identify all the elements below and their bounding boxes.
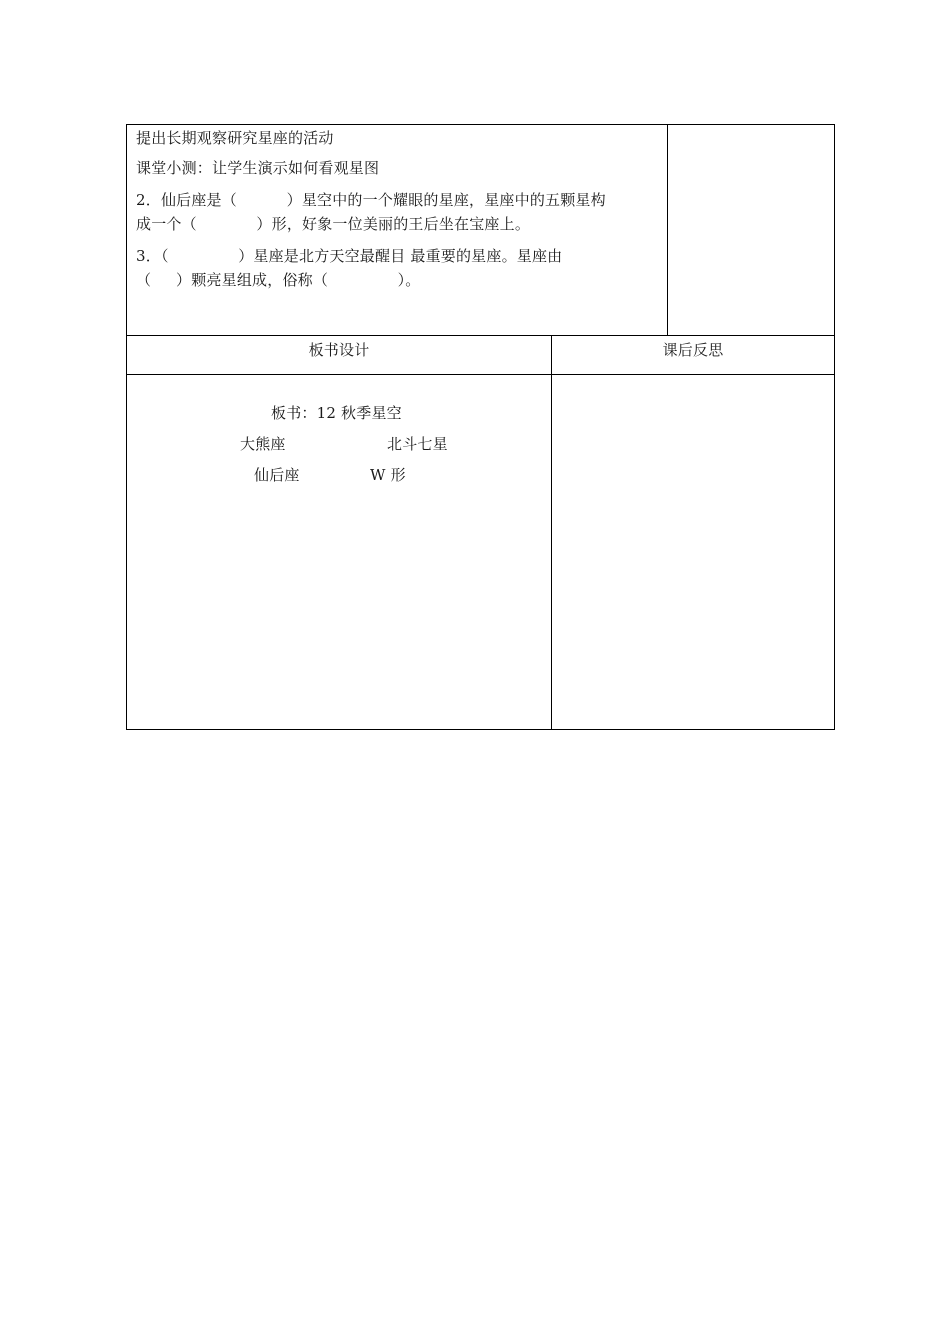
reflection-header: 课后反思: [662, 341, 724, 359]
question-2-line-1: 2．仙后座是（ ）星空中的一个耀眼的星座，星座中的五颗星构: [136, 191, 606, 209]
bottom-column-divider: [551, 335, 552, 730]
board-title: 板书：12 秋季星空: [271, 404, 402, 422]
table-border-right: [834, 124, 835, 730]
board-design-header: 板书设计: [308, 341, 370, 359]
header-row-bottom-border: [126, 374, 835, 375]
board-cassiopeia-constellation: 仙后座: [254, 466, 300, 484]
quiz-line: 课堂小测：让学生演示如何看观星图: [136, 159, 380, 177]
board-big-dipper-constellation: 大熊座: [240, 435, 286, 453]
question-3-line-1: 3．（ ）星座是北方天空最醒目 最重要的星座。星座由: [136, 247, 563, 265]
table-border-left: [126, 124, 127, 730]
question-3-line-2: （ ）颗亮星组成，俗称（ ）。: [136, 271, 421, 289]
activity-line: 提出长期观察研究星座的活动: [136, 129, 334, 147]
table-border-top: [126, 124, 835, 125]
board-big-dipper-name: 北斗七星: [387, 435, 448, 453]
board-cassiopeia-shape: W 形: [370, 466, 406, 484]
question-2-line-2: 成一个（ ）形，好象一位美丽的王后坐在宝座上。: [136, 215, 531, 233]
header-row-top-border: [126, 335, 835, 336]
table-border-bottom: [126, 729, 835, 730]
top-section-divider: [667, 124, 668, 336]
